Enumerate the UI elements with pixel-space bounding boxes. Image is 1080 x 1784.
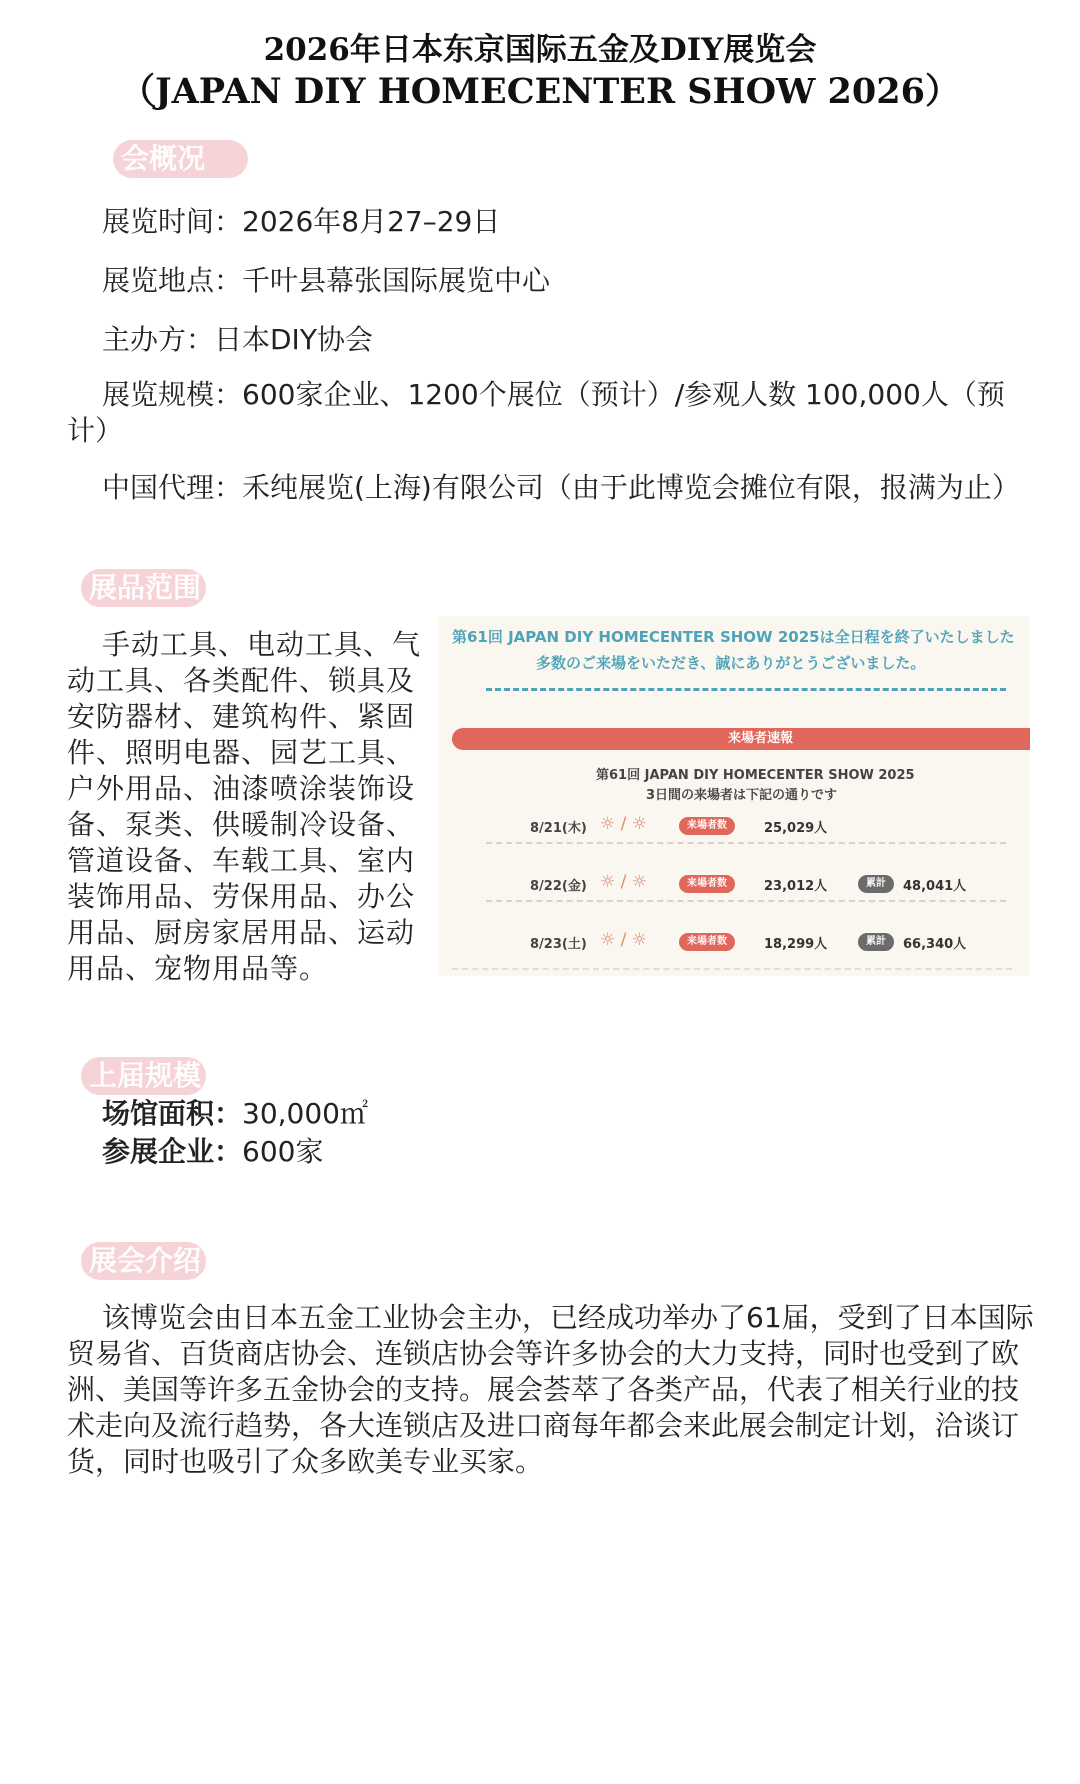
stats-divider xyxy=(486,688,1006,691)
section-tag-exhibits: 展品范围 xyxy=(81,569,206,607)
cumulative-badge: 累計 xyxy=(858,933,894,951)
cumulative-value: 48,041人 xyxy=(903,879,967,894)
intro-text: 该博览会由日本五金工业协会主办，已经成功举办了61届，受到了日本国际贸易省、百货商店协会、连锁店协会等许多协会的大力支持，同时也受到了欧洲、美国等许多五金协会的支持。展会荟萃了各类产品，代表了相关行业的技术走向及流行趋势，各大连锁店及进口商每年都会来此展会制定计划，洽谈订货，同时也吸引了众多欧美专业买家。 xyxy=(67,1301,1034,1478)
overview-venue: 展览地点：千叶县幕张国际展览中心 xyxy=(102,264,551,297)
section-tag-intro: 展会介绍 xyxy=(81,1242,206,1280)
stats-caption: 3日間の来場者は下記の通りです xyxy=(646,788,838,803)
visitors-value: 18,299人 xyxy=(764,937,828,952)
section-tag-overview: 会概况 xyxy=(113,140,248,178)
stats-bottom-divider xyxy=(452,968,1012,976)
visitors-badge: 来場者数 xyxy=(679,875,735,893)
stats-thanks: 多数のご来場をいただき、誠にありがとうございました。 xyxy=(536,654,926,672)
visitor-stats-image xyxy=(438,616,1030,976)
section-tag-last-scale: 上届规模 xyxy=(81,1057,206,1095)
visitors-value: 25,029人 xyxy=(764,821,828,836)
overview-scale: 展览规模：600家企业、1200个展位（预计）/参观人数 100,000人（预计） xyxy=(67,378,1005,447)
sun-icon: ☼ / ☼ xyxy=(600,930,648,950)
stats-subtitle: 第61回 JAPAN DIY HOMECENTER SHOW 2025 xyxy=(596,768,915,783)
stats-row: 8/21(木) ☼ / ☼ 来場者数 25,029人 xyxy=(486,812,1006,844)
page-title: 2026年日本东京国际五金及DIY展览会 xyxy=(263,32,817,68)
last-scale-area: 场馆面积：30,000㎡ xyxy=(102,1097,368,1130)
stats-row: 8/22(金) ☼ / ☼ 来場者数 23,012人 累計 48,041人 xyxy=(486,870,1006,902)
exhibits-text: 手动工具、电动工具、气动工具、各类配件、锁具及安防器材、建筑构件、紧固件、照明电器、园艺工具、户外用品、油漆喷涂装饰设备、泵类、供暖制冷设备、管道设备、车载工具、室内装饰用品、劳保用品、办公用品、厨房家居用品、运动用品、宠物用品等。 xyxy=(67,628,422,985)
overview-agent: 中国代理：禾纯展览(上海)有限公司（由于此博览会摊位有限，报满为止） xyxy=(102,471,1020,504)
cumulative-value: 66,340人 xyxy=(903,937,967,952)
stats-banner: 来場者速報 xyxy=(452,728,1030,750)
stats-row: 8/23(土) ☼ / ☼ 来場者数 18,299人 累計 66,340人 xyxy=(530,930,967,952)
overview-organizer: 主办方：日本DIY协会 xyxy=(102,323,373,356)
last-scale-exhibitors: 参展企业：600家 xyxy=(102,1135,324,1168)
cumulative-badge: 累計 xyxy=(858,875,894,893)
sun-icon: ☼ / ☼ xyxy=(600,872,648,892)
page-subtitle: （JAPAN DIY HOMECENTER SHOW 2026） xyxy=(120,71,960,112)
visitors-value: 23,012人 xyxy=(764,879,828,894)
visitors-badge: 来場者数 xyxy=(679,817,735,835)
visitors-badge: 来場者数 xyxy=(679,933,735,951)
stats-heading: 第61回 JAPAN DIY HOMECENTER SHOW 2025は全日程を終了いたしました xyxy=(452,628,1015,646)
sun-icon: ☼ / ☼ xyxy=(600,814,648,834)
overview-time: 展览时间：2026年8月27–29日 xyxy=(102,205,501,238)
